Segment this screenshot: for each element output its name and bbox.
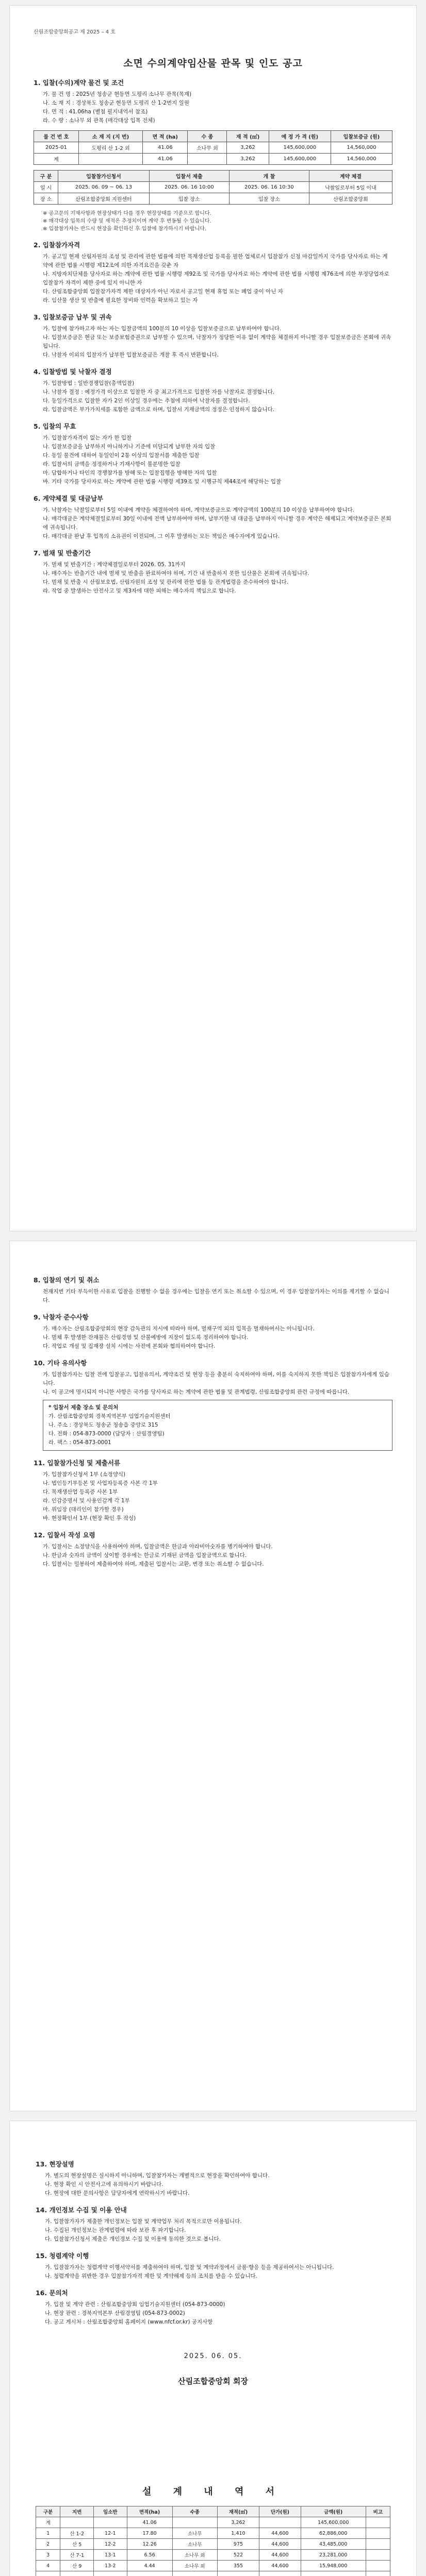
notice-signer: 산림조합중앙회 회장 [178, 2377, 248, 2386]
section-line: 가. 입찰참가자격이 없는 자가 한 입찰 [43, 435, 132, 441]
section-16-title: 16. 문의처 [36, 2289, 68, 2297]
table-header: 물 건 번 호 [34, 131, 79, 142]
note-line: ※ 공고문의 기재사항과 현장상태가 다를 경우 현장상태를 기준으로 합니다. [43, 211, 211, 216]
contact-box [43, 1400, 392, 1451]
table-header: 구분 [36, 2506, 60, 2517]
section-line: 가. 물 건 명 : 2025년 청송군 현동면 도평리 소나무 관목(목재) [43, 91, 192, 97]
section-line: 가. 매수자는 산림조합중앙회의 현장 감독관의 지시에 따라야 하며, 벌채구역 외의 입목을 벌채하여서는 아니됩니다. [43, 1326, 315, 1332]
table-cell [172, 2571, 217, 2576]
table-cell: 1,410 [217, 2528, 259, 2539]
section-line: 다. 동일가격으로 입찰한 자가 2인 이상일 경우에는 추첨에 의하여 낙찰자를 결정합니다. [43, 398, 250, 404]
table-cell: 12-2 [94, 2539, 127, 2550]
section-11-title: 11. 입찰참가신청 및 제출서류 [34, 1459, 121, 1467]
section-line: 가. 벌채 및 반출기간 : 계약체결일로부터 2026. 05. 31까지 [43, 562, 186, 568]
table-cell: 43,485,000 [301, 2539, 366, 2550]
table-header: 금액(원) [301, 2506, 366, 2517]
table-cell: 소나무 외 [188, 142, 227, 154]
table-cell: 41.06 [127, 2517, 172, 2528]
table-cell: 12.26 [127, 2539, 172, 2550]
note-line: ※ 매각대상 입목의 수량 및 재적은 추정치이며 계약 후 변동될 수 있습니다. [43, 218, 211, 224]
table-cell: 3,262 [217, 2517, 259, 2528]
section-line: 가. 입찰참가자는 입찰 전에 입찰공고, 입찰유의서, 계약조건 및 현장 등을 충분히 숙지하여야 하며, 이를 숙지하지 못한 책임은 입찰참가자에게 있습니다. [43, 1371, 389, 1386]
table-cell [217, 2571, 259, 2576]
spec-title: 설 계 내 역 서 [142, 2486, 284, 2497]
section-line: 라. 작업 중 발생하는 안전사고 및 제3자에 대한 피해는 매수자의 책임으로 합니다. [43, 588, 236, 594]
section-line: 라. 임산물 생산 및 반출에 필요한 장비와 인력을 확보하고 있는 자 [43, 297, 198, 303]
section-line: 천재지변 기타 부득이한 사유로 입찰을 진행할 수 없을 경우에는 입찰을 연기 또는 취소할 수 있으며, 이 경우 입찰참가자는 이의를 제기할 수 없습니다. [43, 1289, 389, 1303]
table-cell: 소나무 외 [172, 2561, 217, 2571]
table-row [36, 2528, 390, 2539]
section-line: 다. 입찰서는 밀봉하여 제출하여야 하며, 제출된 입찰서는 교환, 변경 또는 취소할 수 없습니다. [43, 1561, 264, 1567]
contact-box-title: * 입찰서 제출 장소 및 문의처 [48, 1404, 119, 1411]
table-cell: 145,600,000 [301, 2517, 366, 2528]
table-cell: 14,560,000 [331, 154, 392, 165]
table-cell [60, 2517, 94, 2528]
table-cell: 41.06 [143, 154, 188, 165]
section-line: 다. 목재생산업 등록증 사본 1부 [43, 1489, 118, 1495]
table-cell: 소나무 외 [172, 2550, 217, 2561]
notice-date: 2025. 06. 05. [184, 2352, 242, 2360]
section-2-title: 2. 입찰참가자격 [34, 241, 80, 249]
contact-line: 다. 전화 : 054-873-0000 (담당자 : 산림경영팀) [48, 1431, 165, 1437]
section-line: 다. 산림조합중앙회 입찰참가자격 제한 대상자가 아닌 자로서 공고일 현재 휴업 또는 폐업 중이 아닌 자 [43, 289, 283, 295]
table-row [34, 142, 392, 154]
table-cell: 산림조합중앙회 지원센터 [58, 193, 150, 205]
table-header: 계약 체결 [309, 171, 392, 182]
section-14-title: 14. 개인정보 수집 및 이용 안내 [36, 2206, 127, 2214]
table-cell: 계 [34, 154, 79, 165]
table-cell: 소나무 [172, 2528, 217, 2539]
table-header: 소 재 지 (지 번) [78, 131, 142, 142]
section-line: 나. 현장 확인 시 안전사고에 유의하시기 바랍니다. [45, 2181, 163, 2188]
table-cell: 975 [217, 2539, 259, 2550]
table-row [36, 2561, 390, 2571]
section-7-title: 7. 벌채 및 반출기간 [34, 549, 91, 557]
section-line: 다. 현장에 대한 문의사항은 담당자에게 연락하시기 바랍니다. [45, 2190, 190, 2196]
table-header: 입찰참가신청서 [58, 171, 150, 182]
section-line: 다. 작업로 개설 및 집재장 설치 시에는 사전에 본회와 협의하여야 합니다. [43, 1343, 216, 1349]
contact-line: 가. 산림조합중앙회 경북지역본부 임업기술지원센터 [48, 1413, 171, 1419]
table-cell [366, 2550, 390, 2561]
table-cell: 일 시 [34, 182, 58, 193]
table-cell: 145,600,000 [269, 142, 331, 154]
section-line: 가. 입찰서는 소정양식을 사용하여야 하며, 입찰금액은 한글과 아라비아숫자를 병기하여야 합니다. [43, 1544, 273, 1550]
table-cell: 4.44 [127, 2561, 172, 2571]
section-6-title: 6. 계약체결 및 대금납부 [34, 495, 104, 502]
table-cell: 17.80 [127, 2528, 172, 2539]
table-row [36, 2517, 390, 2528]
section-line: 마. 담합하거나 타인의 경쟁참가를 방해 또는 입찰집행을 방해한 자의 입찰 [43, 470, 217, 476]
table-cell: 355 [217, 2561, 259, 2571]
table-cell: 입찰 장소 [149, 193, 229, 205]
table-row [34, 154, 392, 165]
section-15-title: 15. 청렴계약 이행 [36, 2252, 89, 2260]
section-line: 나. 벌채 후 발생한 잔재물은 산림경영 및 산불예방에 지장이 없도록 정리하여야 합니다. [43, 1334, 249, 1341]
section-line: 나. 소 재 지 : 경상북도 청송군 현동면 도평리 산 1-2번지 일원 [43, 100, 189, 106]
table-cell [366, 2528, 390, 2539]
section-13-title: 13. 현장설명 [36, 2160, 74, 2168]
table-header: 면 적 (ha) [143, 131, 188, 142]
section-line: 가. 입찰참가자는 청렴계약 이행서약서를 제출하여야 하며, 입찰 및 계약과정에서 금품·향응 등을 제공하여서는 아니됩니다. [45, 2264, 334, 2270]
table-cell: 3 [36, 2550, 60, 2561]
table-row [36, 2550, 390, 2561]
section-line: 라. 수 량 : 소나무 외 관목 (매각대상 입목 전체) [43, 117, 155, 124]
section-line: 가. 입찰방법 : 일반경쟁입찰(총액입찰) [43, 380, 135, 386]
table-cell: 522 [217, 2550, 259, 2561]
section-line: 나. 수집된 개인정보는 관계법령에 따라 보관 후 파기합니다. [45, 2227, 186, 2233]
table-cell: 14,560,000 [331, 142, 392, 154]
table-cell [78, 154, 142, 165]
table-cell [366, 2517, 390, 2528]
table-header: 비고 [366, 2506, 390, 2517]
table-cell [366, 2539, 390, 2550]
table-cell: 2025. 06. 09 ~ 06. 13 [58, 182, 150, 193]
section-line: 다. 공고 게시처 : 산림조합중앙회 홈페이지 (www.nfcf.or.kr) 공지사항 [45, 2319, 213, 2325]
section-line: 나. 청렴계약을 위반한 경우 입찰참가자격 제한 및 계약해제 등의 조치를 받을 수 있습니다. [45, 2273, 257, 2279]
section-line: 나. 입찰보증금을 납부하지 아니하거나 기준에 미달되게 납부한 자의 입찰 [43, 444, 216, 450]
table-cell: 15,948,000 [301, 2561, 366, 2571]
table-cell [127, 2571, 172, 2576]
section-9-title: 9. 낙찰자 준수사항 [34, 1313, 89, 1321]
table-cell [366, 2571, 390, 2576]
table-header-row [36, 2506, 390, 2517]
table-cell [259, 2517, 301, 2528]
table-header: 면적(ha) [127, 2506, 172, 2517]
table-cell: 산림조합중앙회 [309, 193, 392, 205]
table-cell: 62,886,000 [301, 2528, 366, 2539]
section-line: 나. 매각대금은 계약체결일로부터 30일 이내에 전액 납부하여야 하며, 납부기한 내 대금을 납부하지 아니할 경우 계약은 해제되고 계약보증금은 본회에 귀속됩니다. [43, 516, 391, 531]
table-cell: 1 [36, 2528, 60, 2539]
section-line: 다. 동일 물건에 대하여 동일인이 2통 이상의 입찰서를 제출한 입찰 [43, 452, 200, 459]
table-cell: 2 [36, 2539, 60, 2550]
table-cell: 2025-01 [34, 142, 79, 154]
table-cell [188, 154, 227, 165]
section-10-title: 10. 기타 유의사항 [34, 1359, 87, 1367]
section-line: 라. 인감증명서 및 사용인감계 각 1부 [43, 1498, 130, 1504]
section-line: 마. 위임장 (대리인이 참가할 경우) [43, 1506, 124, 1513]
table-cell: 44,600 [259, 2561, 301, 2571]
section-line: 나. 법인등기부등본 및 사업자등록증 사본 각 1부 [43, 1480, 158, 1486]
section-line: 다. 벌채 및 반출 시 산림보호법, 산림자원의 조성 및 관리에 관한 법률 등 관계법령을 준수하여야 합니다. [43, 579, 288, 585]
table-header-row [34, 171, 392, 182]
table-cell [366, 2561, 390, 2571]
table-cell: 44,600 [259, 2539, 301, 2550]
section-line: 나. 매수자는 반출기간 내에 벌채 및 반출을 완료하여야 하며, 기간 내 반출하지 못한 임산물은 본회에 귀속됩니다. [43, 570, 309, 577]
table-cell: 장 소 [34, 193, 58, 205]
table-header: 입찰보증금 (원) [331, 131, 392, 142]
section-1-title: 1. 입찰(수의)계약 물건 및 조건 [34, 79, 124, 87]
notice-page-1 [9, 5, 417, 1231]
document-code: 산림조합중앙회공고 제 2025 – 4 호 [34, 29, 116, 35]
section-line: 나. 지방자치단체를 당사자로 하는 계약에 관한 법률 시행령 제92조 및 국가를 당사자로 하는 계약에 관한 법률 시행령 제76조에 의한 부정당업자로 입찰참가 자격이 제한 중에 있지 아니한 자 [43, 271, 389, 286]
table-header: 임소반 [94, 2506, 127, 2517]
table-header: 재 적 (㎥) [227, 131, 269, 142]
table-cell: 44,600 [259, 2528, 301, 2539]
spec-table-body [36, 2517, 390, 2576]
section-line: 나. 이 공고에 명시되지 아니한 사항은 국가를 당사자로 하는 계약에 관한 법률 및 관계법령, 산림조합중앙회 관련 규정에 따릅니다. [43, 1389, 350, 1395]
table-cell: 44,600 [259, 2550, 301, 2561]
section-line: 가. 입찰참가신청서 1부 (소정양식) [43, 1471, 126, 1478]
table-cell: 계 [36, 2517, 60, 2528]
section-line: 가. 입찰참가자가 제출한 개인정보는 입찰 및 계약업무 처리 목적으로만 이용됩니다. [45, 2218, 242, 2225]
section-line: 가. 입찰 및 계약 관련 : 산림조합중앙회 임업기술지원센터 (054-873-0000) [45, 2301, 225, 2308]
table-cell: 산 1-2 [60, 2528, 94, 2539]
goods-table [34, 130, 392, 165]
section-line: 나. 입찰보증금은 현금 또는 보증보험증권으로 납부할 수 있으며, 낙찰자가 정당한 이유 없이 계약을 체결하지 아니할 경우 입찰보증금은 본회에 귀속됩니다. [43, 334, 391, 349]
notice-page-3 [9, 2121, 417, 2576]
table-cell: 3,262 [227, 154, 269, 165]
spec-table [36, 2506, 390, 2576]
table-cell [259, 2571, 301, 2576]
table-header: 구 분 [34, 171, 58, 182]
table-cell: 입찰 장소 [229, 193, 309, 205]
section-5-title: 5. 입찰의 무효 [34, 422, 76, 430]
table-cell: 산 5 [60, 2539, 94, 2550]
table-header: 단가(원) [259, 2506, 301, 2517]
table-header: 지번 [60, 2506, 94, 2517]
table-cell: 41.06 [143, 142, 188, 154]
table-cell: 3,262 [227, 142, 269, 154]
table-cell: 2025. 06. 16 10:00 [149, 182, 229, 193]
table-cell: 13-2 [94, 2561, 127, 2571]
table-cell: 23,281,000 [301, 2550, 366, 2561]
table-cell: 산 9 [60, 2561, 94, 2571]
section-line: 가. 입찰에 참가하고자 하는 자는 입찰금액의 100분의 10 이상을 입찰보증금으로 납부하여야 합니다. [43, 326, 282, 332]
table-cell: 12-1 [94, 2528, 127, 2539]
section-line: 바. 현장확인서 1부 (현장 확인 후 작성) [43, 1515, 136, 1521]
table-cell [36, 2571, 60, 2576]
section-1-lines [34, 90, 392, 125]
section-line: 다. 낙찰자 이외의 입찰자가 납부한 입찰보증금은 개찰 후 즉시 반환합니다. [43, 352, 219, 358]
table-cell: 산 7-1 [60, 2550, 94, 2561]
table-row [34, 182, 392, 193]
section-12-title: 12. 입찰서 작성 요령 [34, 1531, 95, 1539]
section-line: 라. 입찰서의 금액을 정정하거나 기재사항이 불분명한 입찰 [43, 461, 181, 467]
table-cell [172, 2517, 217, 2528]
table-row [36, 2539, 390, 2550]
table-cell: 6.56 [127, 2550, 172, 2561]
section-line: 다. 매각대금 완납 후 입목의 소유권이 이전되며, 그 이후 발생하는 모든 책임은 매수자에게 있습니다. [43, 533, 280, 539]
table-cell [60, 2571, 94, 2576]
table-cell: 2025. 06. 16 10:30 [229, 182, 309, 193]
table-row [36, 2571, 390, 2576]
section-4-title: 4. 입찰방법 및 낙찰자 결정 [34, 368, 112, 376]
table-row [34, 193, 392, 205]
notice-page-2 [9, 1241, 417, 2111]
contact-line: 라. 팩스 : 054-873-0001 [48, 1439, 111, 1446]
section-line: 가. 낙찰자는 낙찰일로부터 5일 이내에 계약을 체결하여야 하며, 계약보증금으로 계약금액의 100분의 10 이상을 납부하여야 합니다. [43, 507, 354, 513]
section-line: 가. 공고일 현재 산림자원의 조성 및 관리에 관한 법률에 의한 목재생산업 등록을 필한 업체로서 입찰참가 신청 마감일까지 국가를 당사자로 하는 계약에 관한 법률 시행령 제12조에 의한 자격요건을 갖춘 자 [43, 253, 388, 268]
table-header: 예 정 가 격 (원) [269, 131, 331, 142]
section-line: 라. 입찰금액은 부가가치세를 포함한 금액으로 하며, 입찰서 기재금액의 정정은 인정하지 않습니다. [43, 406, 275, 413]
section-line: 바. 기타 국가를 당사자로 하는 계약에 관한 법률 시행령 제39조 및 시행규칙 제44조에 해당하는 입찰 [43, 479, 282, 485]
section-line: 다. 입찰참가신청서 제출은 개인정보 수집 및 이용에 동의한 것으로 봅니다. [45, 2236, 221, 2242]
table-cell: 4 [36, 2561, 60, 2571]
table-cell: 도평리 산 1-2 외 [78, 142, 142, 154]
section-line: 나. 한글과 숫자의 금액이 상이할 경우에는 한글로 기재된 금액을 입찰금액으로 합니다. [43, 1552, 247, 1558]
table-header: 재적(㎥) [217, 2506, 259, 2517]
table-cell [301, 2571, 366, 2576]
table-cell: 낙찰일로부터 5일 이내 [309, 182, 392, 193]
section-line: 나. 현장 관련 : 경북지역본부 산림경영팀 (054-873-0002) [45, 2310, 185, 2316]
table-header: 수종 [172, 2506, 217, 2517]
section-8-title: 8. 입찰의 연기 및 취소 [34, 1276, 100, 1284]
note-line: ※ 입찰참가자는 반드시 현장을 확인하신 후 입찰에 참가하시기 바랍니다. [43, 226, 207, 232]
section-line: 나. 낙찰자 결정 : 예정가격 이상으로 입찰한 자 중 최고가격으로 입찰한 자를 낙찰자로 결정합니다. [43, 389, 275, 395]
table-cell [94, 2571, 127, 2576]
table-header: 개 찰 [229, 171, 309, 182]
table-cell: 소나무 [172, 2539, 217, 2550]
section-3-title: 3. 입찰보증금 납부 및 귀속 [34, 313, 112, 321]
table-header-row [34, 131, 392, 142]
schedule-table [34, 170, 392, 205]
table-cell [94, 2517, 127, 2528]
section-line: 다. 면 적 : 41.06ha (별첨 필지내역서 참조) [43, 109, 148, 115]
table-header: 수 종 [188, 131, 227, 142]
table-cell: 145,600,000 [269, 154, 331, 165]
table-cell: 13-1 [94, 2550, 127, 2561]
section-line: 가. 별도의 현장설명은 실시하지 아니하며, 입찰참가자는 개별적으로 현장을 확인하여야 합니다. [45, 2173, 270, 2179]
document-title: 소면 수의계약임산물 관목 및 인도 공고 [123, 58, 303, 69]
table-header: 입찰서 제출 [149, 171, 229, 182]
contact-line: 나. 주소 : 경상북도 청송군 청송읍 중앙로 315 [48, 1422, 158, 1428]
